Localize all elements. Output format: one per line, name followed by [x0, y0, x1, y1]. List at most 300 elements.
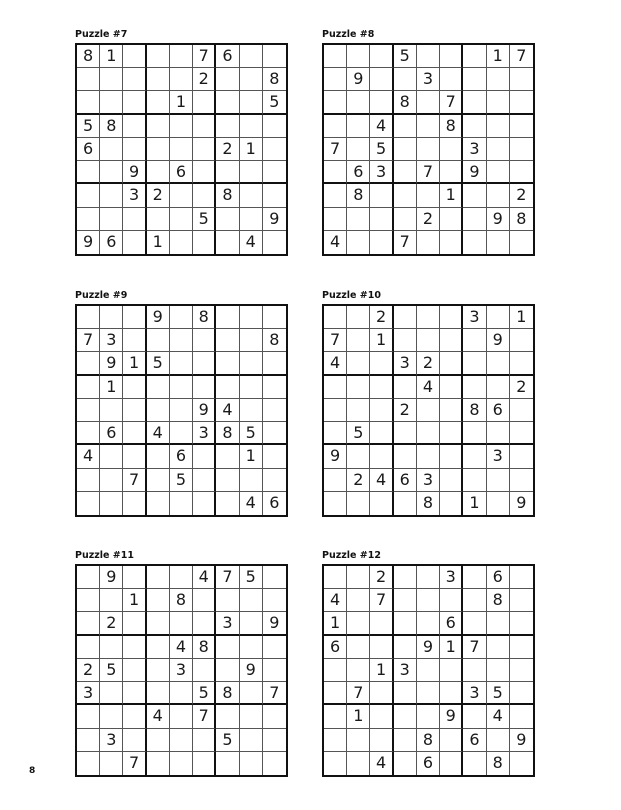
page-number: 8 — [29, 766, 36, 776]
sudoku-cell — [216, 589, 239, 612]
sudoku-cell — [263, 231, 286, 254]
sudoku-cell: 8 — [193, 636, 216, 659]
sudoku-cell — [510, 612, 533, 635]
sudoku-cell — [440, 422, 463, 445]
sudoku-cell: 1 — [123, 589, 146, 612]
sudoku-cell — [463, 752, 486, 775]
sudoku-cell — [324, 752, 347, 775]
sudoku-cell — [394, 329, 417, 352]
sudoku-cell — [77, 705, 100, 728]
sudoku-cell: 9 — [510, 729, 533, 752]
sudoku-cell: 1 — [347, 705, 370, 728]
sudoku-cell — [123, 636, 146, 659]
sudoku-cell — [463, 422, 486, 445]
sudoku-cell: 4 — [147, 422, 170, 445]
sudoku-cell — [170, 138, 193, 161]
sudoku-cell: 4 — [324, 231, 347, 254]
sudoku-cell: 2 — [370, 566, 393, 589]
sudoku-cell — [463, 612, 486, 635]
sudoku-cell: 8 — [347, 184, 370, 207]
sudoku-cell: 4 — [193, 566, 216, 589]
sudoku-cell — [394, 566, 417, 589]
sudoku-cell — [417, 589, 440, 612]
sudoku-cell: 7 — [123, 469, 146, 492]
sudoku-cell — [77, 729, 100, 752]
sudoku-cell — [240, 306, 263, 329]
sudoku-cell — [147, 445, 170, 468]
sudoku-cell — [77, 589, 100, 612]
sudoku-cell — [240, 682, 263, 705]
sudoku-cell — [417, 612, 440, 635]
puzzle-title: Puzzle #12 — [322, 550, 381, 561]
sudoku-cell — [263, 469, 286, 492]
sudoku-cell — [263, 636, 286, 659]
sudoku-cell: 9 — [263, 208, 286, 231]
sudoku-cell — [100, 492, 123, 515]
sudoku-cell — [510, 752, 533, 775]
sudoku-cell: 5 — [216, 729, 239, 752]
sudoku-cell — [123, 659, 146, 682]
sudoku-cell — [193, 115, 216, 138]
sudoku-cell — [123, 45, 146, 68]
sudoku-cell — [240, 399, 263, 422]
sudoku-cell — [147, 329, 170, 352]
sudoku-cell — [216, 306, 239, 329]
sudoku-cell — [216, 376, 239, 399]
sudoku-cell — [463, 231, 486, 254]
sudoku-cell — [77, 636, 100, 659]
sudoku-cell — [193, 352, 216, 375]
sudoku-cell — [394, 682, 417, 705]
sudoku-cell: 7 — [324, 138, 347, 161]
sudoku-cell: 7 — [193, 45, 216, 68]
sudoku-cell — [463, 376, 486, 399]
sudoku-cell — [324, 492, 347, 515]
sudoku-cell — [123, 231, 146, 254]
sudoku-cell: 2 — [193, 68, 216, 91]
sudoku-cell — [510, 682, 533, 705]
sudoku-cell — [440, 329, 463, 352]
sudoku-cell: 3 — [463, 138, 486, 161]
sudoku-cell: 7 — [347, 682, 370, 705]
sudoku-cell: 9 — [417, 636, 440, 659]
sudoku-cell — [463, 91, 486, 114]
sudoku-cell — [193, 492, 216, 515]
sudoku-cell — [347, 231, 370, 254]
sudoku-cell: 1 — [440, 184, 463, 207]
sudoku-cell: 1 — [240, 138, 263, 161]
sudoku-cell: 2 — [77, 659, 100, 682]
sudoku-cell — [487, 231, 510, 254]
sudoku-cell — [510, 636, 533, 659]
sudoku-cell — [216, 752, 239, 775]
sudoku-cell — [216, 705, 239, 728]
sudoku-cell — [487, 636, 510, 659]
sudoku-cell — [510, 705, 533, 728]
sudoku-cell: 1 — [487, 45, 510, 68]
sudoku-cell — [123, 445, 146, 468]
sudoku-cell: 6 — [347, 161, 370, 184]
sudoku-cell: 8 — [216, 682, 239, 705]
sudoku-cell: 7 — [370, 589, 393, 612]
sudoku-cell: 8 — [77, 45, 100, 68]
sudoku-cell: 9 — [147, 306, 170, 329]
sudoku-cell: 5 — [487, 682, 510, 705]
sudoku-cell: 2 — [216, 138, 239, 161]
sudoku-cell — [324, 566, 347, 589]
sudoku-cell — [370, 492, 393, 515]
sudoku-cell: 1 — [440, 636, 463, 659]
sudoku-cell — [100, 445, 123, 468]
puzzle-title: Puzzle #10 — [322, 290, 381, 301]
sudoku-cell: 3 — [417, 68, 440, 91]
puzzle-title: Puzzle #8 — [322, 29, 375, 40]
sudoku-cell — [240, 184, 263, 207]
sudoku-cell — [123, 422, 146, 445]
sudoku-cell — [123, 729, 146, 752]
sudoku-cell — [100, 208, 123, 231]
sudoku-cell — [170, 329, 193, 352]
sudoku-cell — [487, 352, 510, 375]
sudoku-cell — [100, 469, 123, 492]
sudoku-cell — [347, 612, 370, 635]
sudoku-cell: 3 — [77, 682, 100, 705]
sudoku-cell — [487, 612, 510, 635]
sudoku-cell: 3 — [216, 612, 239, 635]
sudoku-cell: 6 — [216, 45, 239, 68]
sudoku-cell — [240, 752, 263, 775]
sudoku-cell — [170, 752, 193, 775]
sudoku-cell — [510, 399, 533, 422]
sudoku-cell — [370, 682, 393, 705]
sudoku-cell — [123, 329, 146, 352]
sudoku-cell — [147, 729, 170, 752]
sudoku-cell — [370, 208, 393, 231]
sudoku-cell: 5 — [347, 422, 370, 445]
sudoku-cell — [347, 329, 370, 352]
sudoku-cell — [147, 682, 170, 705]
sudoku-cell — [394, 306, 417, 329]
sudoku-cell: 8 — [170, 589, 193, 612]
sudoku-cell — [147, 752, 170, 775]
sudoku-cell — [370, 612, 393, 635]
sudoku-cell: 3 — [463, 682, 486, 705]
sudoku-cell: 4 — [487, 705, 510, 728]
sudoku-cell — [417, 184, 440, 207]
sudoku-cell — [463, 68, 486, 91]
sudoku-cell: 3 — [100, 729, 123, 752]
sudoku-cell — [324, 682, 347, 705]
sudoku-grid — [322, 43, 535, 256]
sudoku-cell — [216, 231, 239, 254]
sudoku-cell: 2 — [370, 306, 393, 329]
sudoku-cell: 6 — [170, 445, 193, 468]
sudoku-cell — [77, 399, 100, 422]
sudoku-cell: 9 — [487, 208, 510, 231]
sudoku-cell: 7 — [510, 45, 533, 68]
sudoku-cell — [123, 492, 146, 515]
sudoku-cell — [147, 612, 170, 635]
sudoku-cell — [193, 231, 216, 254]
sudoku-cell — [394, 138, 417, 161]
sudoku-cell — [263, 184, 286, 207]
sudoku-cell — [347, 445, 370, 468]
sudoku-cell — [123, 115, 146, 138]
sudoku-cell — [170, 566, 193, 589]
sudoku-cell: 4 — [77, 445, 100, 468]
sudoku-cell — [487, 115, 510, 138]
sudoku-cell — [100, 682, 123, 705]
sudoku-cell — [463, 184, 486, 207]
sudoku-cell — [370, 376, 393, 399]
sudoku-cell — [487, 469, 510, 492]
sudoku-cell — [440, 208, 463, 231]
sudoku-grid — [75, 43, 288, 256]
sudoku-cell — [370, 184, 393, 207]
sudoku-cell — [487, 68, 510, 91]
sudoku-cell — [77, 469, 100, 492]
sudoku-cell — [324, 306, 347, 329]
sudoku-cell — [147, 636, 170, 659]
sudoku-cell — [193, 161, 216, 184]
sudoku-cell — [394, 492, 417, 515]
sudoku-cell — [100, 68, 123, 91]
sudoku-cell — [193, 752, 216, 775]
sudoku-cell — [463, 329, 486, 352]
sudoku-cell — [394, 636, 417, 659]
sudoku-cell — [324, 469, 347, 492]
puzzle-title: Puzzle #9 — [75, 290, 128, 301]
sudoku-cell — [463, 352, 486, 375]
sudoku-cell: 1 — [170, 91, 193, 114]
sudoku-cell: 5 — [240, 566, 263, 589]
sudoku-cell: 5 — [77, 115, 100, 138]
sudoku-cell: 4 — [240, 492, 263, 515]
puzzle-title: Puzzle #11 — [75, 550, 134, 561]
sudoku-cell — [263, 376, 286, 399]
sudoku-cell: 3 — [463, 306, 486, 329]
sudoku-cell — [263, 161, 286, 184]
sudoku-cell — [324, 729, 347, 752]
sudoku-cell: 6 — [440, 612, 463, 635]
sudoku-cell — [347, 399, 370, 422]
sudoku-cell — [193, 589, 216, 612]
sudoku-cell — [394, 589, 417, 612]
sudoku-cell — [170, 399, 193, 422]
sudoku-cell — [77, 566, 100, 589]
sudoku-cell: 1 — [100, 376, 123, 399]
sudoku-cell: 5 — [147, 352, 170, 375]
sudoku-cell — [77, 492, 100, 515]
sudoku-cell — [263, 399, 286, 422]
sudoku-cell — [324, 705, 347, 728]
sudoku-cell: 7 — [263, 682, 286, 705]
sudoku-cell — [263, 705, 286, 728]
sudoku-cell — [347, 589, 370, 612]
sudoku-cell: 8 — [417, 729, 440, 752]
sudoku-cell — [147, 161, 170, 184]
sudoku-cell: 7 — [417, 161, 440, 184]
sudoku-cell — [170, 682, 193, 705]
sudoku-cell — [240, 352, 263, 375]
sudoku-cell — [394, 422, 417, 445]
sudoku-cell — [347, 729, 370, 752]
sudoku-cell — [100, 636, 123, 659]
sudoku-cell — [216, 352, 239, 375]
sudoku-cell: 1 — [123, 352, 146, 375]
sudoku-cell — [100, 161, 123, 184]
sudoku-cell — [193, 376, 216, 399]
sudoku-cell: 4 — [216, 399, 239, 422]
sudoku-cell — [123, 682, 146, 705]
sudoku-cell — [324, 45, 347, 68]
sudoku-cell: 9 — [347, 68, 370, 91]
sudoku-cell — [510, 445, 533, 468]
sudoku-cell — [347, 376, 370, 399]
sudoku-cell — [487, 422, 510, 445]
sudoku-cell — [440, 161, 463, 184]
sudoku-cell — [100, 91, 123, 114]
sudoku-cell: 1 — [370, 329, 393, 352]
sudoku-cell — [77, 184, 100, 207]
sudoku-cell: 7 — [440, 91, 463, 114]
sudoku-cell: 6 — [487, 566, 510, 589]
sudoku-cell: 5 — [370, 138, 393, 161]
sudoku-cell — [394, 208, 417, 231]
sudoku-cell — [193, 329, 216, 352]
sudoku-cell — [170, 231, 193, 254]
sudoku-cell — [216, 492, 239, 515]
sudoku-cell — [193, 469, 216, 492]
sudoku-cell — [370, 445, 393, 468]
sudoku-cell — [394, 445, 417, 468]
sudoku-cell — [240, 208, 263, 231]
sudoku-cell — [170, 306, 193, 329]
puzzle-title: Puzzle #7 — [75, 29, 128, 40]
sudoku-cell — [263, 352, 286, 375]
sudoku-cell: 2 — [147, 184, 170, 207]
sudoku-cell — [240, 729, 263, 752]
sudoku-cell — [440, 445, 463, 468]
sudoku-cell — [394, 752, 417, 775]
sudoku-cell: 6 — [487, 399, 510, 422]
sudoku-cell — [510, 589, 533, 612]
sudoku-cell: 5 — [240, 422, 263, 445]
sudoku-cell: 4 — [240, 231, 263, 254]
sudoku-cell — [440, 682, 463, 705]
sudoku-cell — [417, 329, 440, 352]
sudoku-cell: 9 — [193, 399, 216, 422]
sudoku-cell: 6 — [100, 231, 123, 254]
sudoku-cell: 2 — [417, 352, 440, 375]
sudoku-cell — [347, 752, 370, 775]
sudoku-cell: 6 — [77, 138, 100, 161]
sudoku-cell — [440, 231, 463, 254]
sudoku-cell — [347, 659, 370, 682]
sudoku-cell — [463, 705, 486, 728]
sudoku-cell — [77, 68, 100, 91]
sudoku-cell: 9 — [100, 566, 123, 589]
sudoku-cell — [147, 399, 170, 422]
sudoku-cell — [487, 729, 510, 752]
sudoku-cell: 1 — [463, 492, 486, 515]
sudoku-cell — [487, 91, 510, 114]
sudoku-cell — [170, 612, 193, 635]
sudoku-cell — [170, 45, 193, 68]
sudoku-cell — [347, 352, 370, 375]
sudoku-cell: 8 — [100, 115, 123, 138]
sudoku-cell — [347, 45, 370, 68]
sudoku-cell: 4 — [370, 752, 393, 775]
sudoku-cell: 4 — [147, 705, 170, 728]
sudoku-cell — [147, 659, 170, 682]
sudoku-cell: 3 — [487, 445, 510, 468]
sudoku-cell — [263, 115, 286, 138]
sudoku-cell — [123, 376, 146, 399]
sudoku-cell: 4 — [370, 469, 393, 492]
sudoku-cell: 8 — [216, 184, 239, 207]
sudoku-cell: 9 — [516, 493, 527, 513]
sudoku-cell — [440, 138, 463, 161]
sudoku-cell — [417, 682, 440, 705]
sudoku-cell — [440, 68, 463, 91]
sudoku-cell: 4 — [370, 115, 393, 138]
sudoku-cell: 6 — [463, 729, 486, 752]
sudoku-grid — [75, 304, 288, 517]
sudoku-cell: 2 — [510, 376, 533, 399]
sudoku-grid — [322, 304, 535, 517]
sudoku-cell — [240, 161, 263, 184]
sudoku-cell — [510, 138, 533, 161]
sudoku-cell — [440, 352, 463, 375]
sudoku-cell — [347, 492, 370, 515]
sudoku-cell: 6 — [394, 469, 417, 492]
sudoku-cell — [463, 445, 486, 468]
sudoku-cell — [347, 115, 370, 138]
sudoku-cell — [440, 45, 463, 68]
sudoku-cell — [123, 138, 146, 161]
sudoku-cell: 8 — [193, 306, 216, 329]
sudoku-cell — [216, 91, 239, 114]
sudoku-cell — [417, 45, 440, 68]
sudoku-cell — [440, 399, 463, 422]
sudoku-cell — [240, 589, 263, 612]
sudoku-cell: 9 — [100, 352, 123, 375]
sudoku-cell — [324, 184, 347, 207]
sudoku-cell — [193, 91, 216, 114]
sudoku-cell — [216, 161, 239, 184]
sudoku-cell — [170, 376, 193, 399]
sudoku-cell — [170, 68, 193, 91]
sudoku-cell: 1 — [100, 45, 123, 68]
sudoku-cell — [240, 45, 263, 68]
sudoku-cell — [170, 422, 193, 445]
sudoku-cell — [147, 45, 170, 68]
sudoku-grid — [75, 564, 288, 777]
sudoku-cell — [100, 138, 123, 161]
sudoku-cell — [324, 659, 347, 682]
sudoku-cell — [77, 612, 100, 635]
sudoku-cell: 9 — [487, 329, 510, 352]
sudoku-cell — [324, 208, 347, 231]
sudoku-cell — [240, 376, 263, 399]
sudoku-cell — [263, 752, 286, 775]
sudoku-cell — [510, 329, 533, 352]
sudoku-cell — [170, 208, 193, 231]
sudoku-cell — [347, 636, 370, 659]
sudoku-cell — [394, 115, 417, 138]
sudoku-cell — [240, 612, 263, 635]
